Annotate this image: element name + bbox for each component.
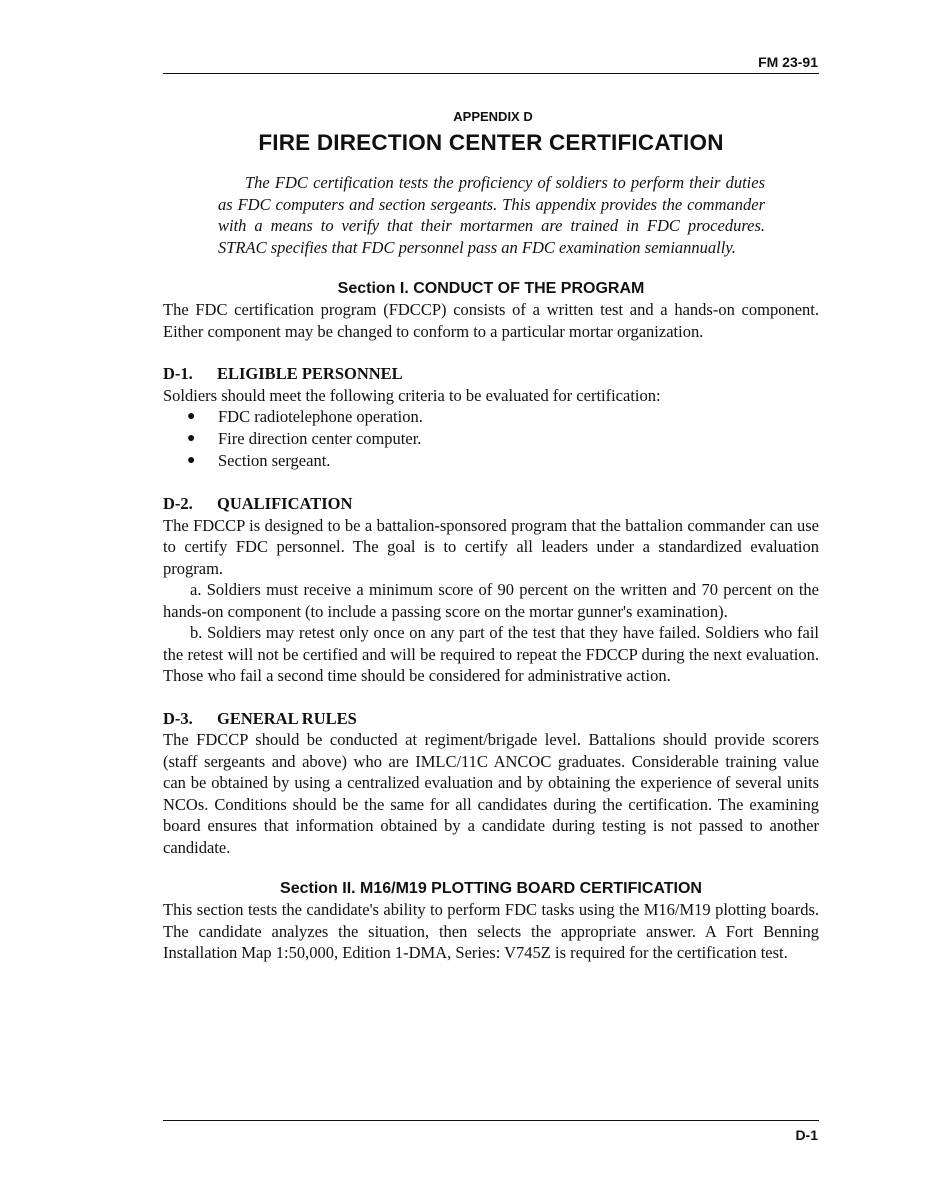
d1-title: ELIGIBLE PERSONNEL [217, 364, 403, 383]
d2-heading [163, 493, 819, 515]
page-content [163, 108, 819, 964]
d1-heading [163, 363, 819, 385]
section-1-heading: Section I. CONDUCT OF THE PROGRAM [337, 280, 645, 297]
d1-text: Soldiers should meet the following criteria to be evaluated for certification: [163, 385, 661, 405]
bullet-icon: ● [187, 453, 196, 468]
footer-rule [163, 1120, 819, 1121]
d3-number: D-3. [163, 708, 193, 728]
list-item: ● Section sergeant. [187, 451, 331, 470]
d3-heading [163, 708, 819, 730]
appendix-label: APPENDIX D [453, 109, 533, 124]
header-rule [163, 73, 819, 74]
document-code: FM 23-91 [758, 54, 818, 70]
d2-text: The FDCCP is designed to be a battalion-sponsored program that the battalion commander can use to certify FDC personnel. The goal is to certify all leaders under a standardized evaluation program. [163, 515, 819, 578]
d3-text: The FDCCP should be conducted at regiment/brigade level. Battalions should provide scorers (staff sergeants and above) who are IMLC/11C ANCOC graduates. Considerable training value can be obtained by using a centralized evaluation and by obtaining the experience of several units NCOs. Conditions should be the same for all candidates during the certification. The examining board ensures that information obtained by a candidate during testing is not passed to another candidate. [163, 730, 819, 857]
section-2-heading: Section II. M16/M19 PLOTTING BOARD CERTIFICATION [280, 880, 702, 897]
d2-number: D-2. [163, 494, 193, 513]
page-title: FIRE DIRECTION CENTER CERTIFICATION [258, 130, 724, 155]
section-1-text: The FDC certification program (FDCCP) consists of a written test and a hands-on component. Either component may be changed to conform to a particular mortar organization. [163, 300, 819, 341]
intro-paragraph: The FDC certification tests the proficiency of soldiers to perform their duties as FDC computers and section sergeants. This appendix provides the commander with a means to verify that their mortarmen are trained in FDC procedures. STRAC specifies that FDC personnel pass an FDC examination semiannually. [218, 173, 765, 257]
page-number: D-1 [795, 1127, 818, 1143]
bullet-icon: ● [187, 431, 196, 446]
bullet-icon: ● [187, 409, 196, 424]
d2-title: QUALIFICATION [217, 494, 353, 513]
d2-subparagraph-a: a. Soldiers must receive a minimum score of 90 percent on the written and 70 percent on the hands-on component (to include a passing score on the mortar gunner's examination). [163, 580, 819, 621]
d1-bullet-list [163, 406, 819, 472]
list-item: ● FDC radiotelephone operation. [187, 407, 423, 426]
d3-title: GENERAL RULES [217, 708, 357, 728]
list-item: ● Fire direction center computer. [187, 429, 422, 448]
d2-subparagraph-b: b. Soldiers may retest only once on any part of the test that they have failed. Soldiers who fail the retest will not be certified and will be required to repeat the FDCCP during the next evaluation. Those who fail a second time should be considered for administrative action. [163, 623, 819, 685]
d1-number: D-1. [163, 364, 193, 383]
section-2-text: This section tests the candidate's ability to perform FDC tasks using the M16/M19 plotting boards. The candidate analyzes the situation, then selects the appropriate answer. A Fort Benning Installation Map 1:50,000, Edition 1-DMA, Series: V745Z is required for the certification test. [163, 900, 819, 962]
